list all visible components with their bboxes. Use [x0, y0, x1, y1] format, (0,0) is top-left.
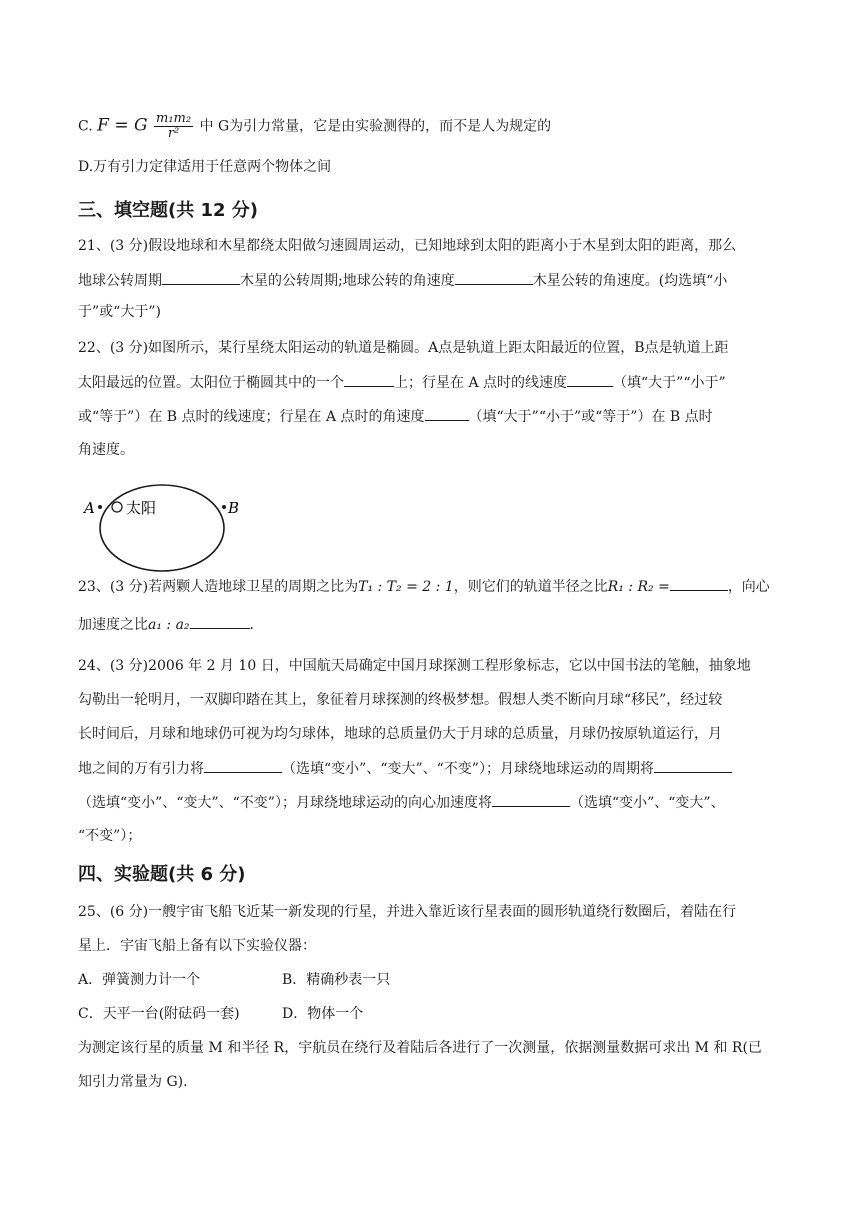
q24-line-2: 勾勒出一轮明月，一双脚印踏在其上，象征着月球探测的终极梦想。假想人类不断向月球“移民”，经过较 — [78, 692, 723, 708]
orbit-ellipse — [100, 485, 224, 571]
q24-blank-1[interactable] — [204, 758, 282, 773]
q21-blank-1[interactable] — [162, 270, 240, 285]
q21-line-2 — [78, 270, 727, 291]
q22-blank-2[interactable] — [567, 372, 613, 387]
gravity-formula-fraction — [154, 112, 193, 141]
q24-line-6: “不变”）； — [78, 828, 142, 844]
option-c — [78, 112, 551, 141]
q22-line-1: 22、(3 分)如图所示，某行星绕太阳运动的轨道是椭圆。A点是轨道上距太阳最近的位置，B点是轨道上距 — [78, 340, 729, 356]
q21-line-3: 于”或“大于”) — [78, 304, 161, 320]
sun-icon — [112, 502, 122, 512]
q22-line-2 — [78, 372, 726, 393]
q23-text-c: ，向心 — [727, 579, 770, 595]
q21-text-a: 地球公转周期 — [78, 273, 162, 289]
option-c-prefix: C. — [78, 118, 93, 135]
q21-text-c: 木星公转的角速度。(均选填“小 — [532, 273, 728, 289]
section-3-heading: 三、填空题(共 12 分) — [78, 200, 259, 221]
q25-line-3: 为测定该行星的质量 M 和半径 R，宇航员在绕行及着陆后各进行了一次测量，依据测量数据可求出 M 和 R(已 — [78, 1040, 762, 1056]
q23-blank-2[interactable] — [190, 614, 250, 629]
q24-text-d: （选填“变小”、“变大”、 — [569, 795, 725, 811]
q23-text-b: ，则它们的轨道半径之比 — [453, 579, 608, 595]
q23-line-2 — [78, 614, 254, 635]
q22-blank-3[interactable] — [425, 406, 469, 421]
q24-blank-2[interactable] — [654, 758, 732, 773]
point-b — [222, 505, 226, 509]
q22-blank-1[interactable] — [344, 372, 394, 387]
label-b: B — [228, 499, 240, 517]
label-a: A — [84, 499, 95, 517]
q22-text-c: （填“大于”“小于” — [613, 375, 726, 391]
q24-text-c: （选填“变小”、“变大”、“不变”）；月球绕地球运动的向心加速度将 — [78, 795, 492, 811]
q22-text-e: （填“大于”“小于”或“等于”）在 B 点时 — [468, 409, 713, 425]
option-d: D.万有引力定律适用于任意两个物体之间 — [78, 159, 332, 175]
q25-option-b: B．精确秒表一只 — [282, 972, 391, 988]
q23-line-1 — [78, 576, 770, 597]
q24-line-5 — [78, 792, 725, 813]
q21-text-b: 木星的公转周期;地球公转的角速度 — [240, 273, 455, 289]
q23-text-d: 加速度之比 — [78, 617, 148, 633]
q22-line-4: 角速度。 — [78, 442, 134, 458]
orbit-figure — [80, 484, 250, 574]
q21-line-1: 21、(3 分)假设地球和木星都绕太阳做匀速圆周运动，已知地球到太阳的距离小于木星到太阳的距离，那么 — [78, 238, 737, 254]
q25-options-row-1 — [78, 970, 390, 990]
q25-line-2: 星上．宇宙飞船上备有以下实验仪器： — [78, 938, 316, 954]
point-a — [98, 505, 102, 509]
q22-text-d: 或“等于”）在 B 点时的线速度；行星在 A 点时的角速度 — [78, 409, 425, 425]
q24-text-a: 地之间的万有引力将 — [78, 761, 204, 777]
section-4-heading: 四、实验题(共 6 分) — [78, 864, 246, 885]
gravity-formula-lhs: F = G — [97, 115, 148, 136]
q25-line-1: 25、(6 分)一艘宇宙飞船飞近某一新发现的行星，并进入靠近该行星表面的圆形轨道绕行数圈后，着陆在行 — [78, 904, 737, 920]
q25-option-c: C．天平一台(附砝码一套) — [78, 1006, 240, 1022]
q24-text-b: （选填“变小”、“变大”、“不变”）；月球绕地球运动的周期将 — [282, 761, 654, 777]
option-c-text: 中 G为引力常量，它是由实验测得的，而不是人为规定的 — [199, 118, 552, 135]
q23-blank-1[interactable] — [670, 576, 728, 591]
q23-radius-ratio: R₁ : R₂ = — [607, 579, 670, 595]
q23-text-e: . — [249, 617, 254, 633]
fraction-numerator: m₁m₂ — [156, 111, 192, 126]
label-sun: 太阳 — [126, 499, 157, 517]
q22-line-3 — [78, 406, 713, 427]
q25-option-d: D．物体一个 — [282, 1006, 364, 1022]
q24-line-1: 24、(3 分)2006 年 2 月 10 日，中国航天局确定中国月球探测工程形象标志，它以中国书法的笔触，抽象地 — [78, 658, 751, 674]
q25-option-a: A．弹簧测力计一个 — [78, 972, 201, 988]
q24-line-3: 长时间后，月球和地球仍可视为均匀球体，地球的总质量仍大于月球的总质量，月球仍按原轨道运行，月 — [78, 726, 722, 742]
q21-blank-2[interactable] — [455, 270, 533, 285]
q23-accel-ratio: a₁ : a₂ — [148, 617, 190, 633]
q25-options-row-2 — [78, 1004, 363, 1024]
q24-line-4 — [78, 758, 732, 779]
q22-text-b: 上；行星在 A 点时的线速度 — [394, 375, 568, 391]
q24-blank-3[interactable] — [492, 792, 570, 807]
q23-period-ratio: T₁ : T₂ = 2 : 1 — [358, 579, 454, 595]
fraction-denominator: r² — [167, 126, 180, 141]
q23-text-a: 23、(3 分)若两颗人造地球卫星的周期之比为 — [78, 579, 359, 595]
q25-line-4: 知引力常量为 G). — [78, 1074, 188, 1090]
q22-text-a: 太阳最远的位置。太阳位于椭圆其中的一个 — [78, 375, 344, 391]
